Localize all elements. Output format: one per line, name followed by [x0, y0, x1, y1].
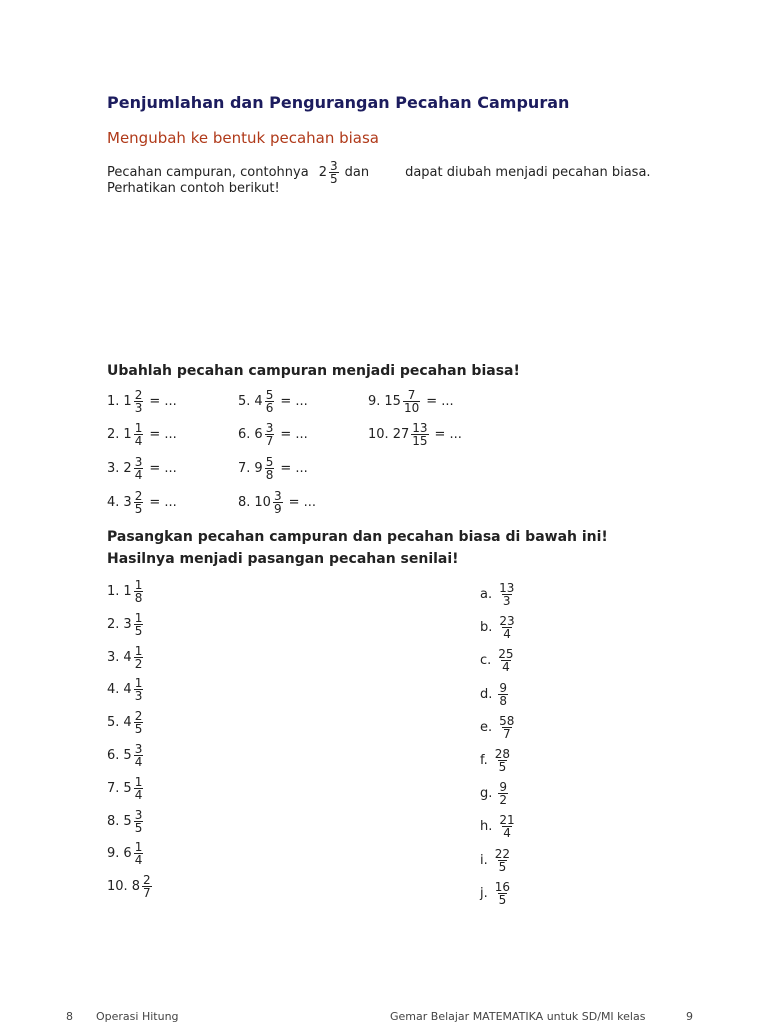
item-whole: 4 — [123, 682, 132, 698]
item-whole: 1 — [123, 394, 132, 409]
fraction-item — [480, 881, 513, 906]
item-letter: d. — [480, 686, 493, 702]
numerator: 1 — [134, 421, 143, 435]
numerator: 16 — [494, 879, 511, 894]
mixed-item — [107, 809, 145, 834]
item-whole: 5 — [123, 748, 132, 763]
fraction — [134, 579, 144, 604]
fraction — [134, 389, 144, 414]
item-whole: 5 — [123, 780, 132, 796]
fraction — [498, 682, 508, 707]
mixed-item — [107, 579, 145, 604]
item-number: 1. — [107, 394, 120, 409]
exercise-item — [107, 490, 177, 515]
numerator: 3 — [134, 807, 143, 822]
intro-text-before: Pecahan campuran, contohnya — [107, 165, 309, 180]
numerator: 3 — [265, 421, 274, 435]
numerator: 1 — [134, 643, 143, 658]
fraction — [134, 456, 144, 481]
mixed-item — [107, 710, 145, 735]
denominator: 5 — [134, 623, 143, 638]
footer-left-text: Operasi Hitung — [96, 1010, 179, 1023]
fraction — [411, 422, 428, 447]
numerator: 9 — [499, 680, 508, 695]
denominator: 4 — [134, 755, 143, 769]
item-equals: = ... — [280, 427, 308, 442]
numerator: 2 — [134, 709, 143, 724]
item-whole: 9 — [254, 461, 263, 476]
item-whole: 2 — [123, 461, 132, 476]
item-number: 8. — [107, 813, 120, 829]
numerator: 3 — [134, 455, 143, 469]
item-whole: 5 — [123, 813, 132, 829]
numerator: 1 — [134, 840, 143, 855]
numerator: 13 — [412, 421, 428, 435]
item-number: 9. — [107, 846, 120, 862]
exercise-item — [107, 389, 177, 414]
fraction — [134, 743, 144, 768]
denominator: 4 — [134, 434, 143, 448]
item-equals: = ... — [149, 427, 177, 442]
mixed-item — [107, 743, 145, 768]
example-denominator: 5 — [329, 172, 338, 186]
item-letter: j. — [480, 885, 488, 901]
item-whole: 3 — [123, 495, 132, 510]
section2-heading-1: Pasangkan pecahan campuran dan pecahan biasa di bawah ini! — [107, 529, 608, 545]
footer-right-page: 9 — [686, 1010, 693, 1023]
fraction — [134, 645, 144, 670]
fraction-item — [480, 715, 517, 740]
numerator: 2 — [142, 873, 151, 888]
numerator: 13 — [499, 581, 515, 595]
page-title: Penjumlahan dan Pengurangan Pecahan Campuran — [107, 93, 570, 112]
item-number: 7. — [107, 780, 120, 796]
fraction — [134, 776, 144, 801]
fraction — [498, 781, 508, 806]
numerator: 2 — [134, 388, 143, 402]
section1-heading: Ubahlah pecahan campuran menjadi pecahan biasa! — [107, 363, 520, 379]
fraction — [134, 422, 144, 447]
fraction — [494, 881, 511, 906]
item-letter: b. — [480, 620, 493, 636]
exercise-item — [368, 389, 454, 414]
item-equals: = ... — [280, 394, 308, 409]
item-equals: = ... — [434, 427, 462, 442]
exercise-item — [107, 422, 177, 447]
intro-dan: dan — [344, 165, 370, 180]
mixed-item — [107, 874, 154, 899]
item-number: 3. — [107, 649, 120, 665]
denominator: 7 — [265, 434, 274, 448]
fraction — [265, 456, 275, 481]
denominator: 7 — [142, 886, 151, 901]
item-number: 10. — [368, 427, 389, 442]
item-equals: = ... — [149, 394, 177, 409]
intro-line-2: Perhatikan contoh berikut! — [107, 181, 280, 196]
fraction — [134, 809, 144, 834]
numerator: 7 — [407, 388, 416, 402]
fraction — [498, 715, 515, 740]
item-equals: = ... — [288, 495, 317, 510]
item-number: 4. — [107, 495, 120, 510]
numerator: 23 — [499, 614, 515, 629]
fraction — [497, 648, 514, 673]
denominator: 3 — [134, 689, 143, 704]
fraction — [134, 612, 144, 637]
fraction — [494, 848, 511, 873]
intro-text-after: dapat diubah menjadi pecahan biasa. — [405, 165, 651, 180]
denominator: 3 — [502, 594, 511, 608]
mixed-item — [107, 677, 145, 702]
mixed-item — [107, 645, 145, 670]
denominator: 5 — [498, 859, 507, 874]
item-number: 9. — [368, 394, 381, 409]
numerator: 21 — [499, 813, 515, 828]
example-whole: 2 — [318, 165, 327, 180]
fraction — [134, 490, 144, 515]
fraction — [265, 389, 275, 414]
denominator: 9 — [273, 502, 282, 516]
numerator: 2 — [134, 489, 143, 503]
section-subtitle: Mengubah ke bentuk pecahan biasa — [107, 129, 379, 147]
fraction — [498, 814, 515, 839]
item-number: 5. — [107, 715, 120, 731]
denominator: 2 — [499, 793, 508, 808]
item-number: 2. — [107, 427, 120, 442]
exercise-item — [107, 456, 177, 481]
denominator: 5 — [134, 502, 143, 516]
numerator: 1 — [134, 774, 143, 789]
item-equals: = ... — [280, 461, 308, 476]
denominator: 5 — [134, 820, 143, 835]
fraction — [142, 874, 152, 899]
fraction — [498, 615, 515, 640]
item-letter: g. — [480, 786, 493, 802]
fraction — [494, 748, 511, 773]
denominator: 5 — [498, 892, 507, 907]
numerator: 3 — [273, 489, 282, 503]
numerator: 3 — [134, 742, 143, 756]
denominator: 3 — [134, 401, 143, 415]
exercise-item — [238, 490, 316, 515]
item-number: 3. — [107, 461, 120, 476]
item-whole: 6 — [254, 427, 263, 442]
denominator: 6 — [265, 401, 274, 415]
footer-left-page: 8 — [66, 1010, 73, 1023]
item-whole: 4 — [123, 649, 132, 665]
fraction — [134, 841, 144, 866]
numerator: 1 — [134, 676, 143, 691]
exercise-item — [368, 422, 462, 447]
denominator: 2 — [134, 656, 143, 671]
denominator: 8 — [265, 468, 274, 482]
numerator: 9 — [499, 780, 508, 795]
footer-right-text: Gemar Belajar MATEMATIKA untuk SD/MI kelas — [390, 1010, 646, 1023]
item-equals: = ... — [149, 461, 177, 476]
item-whole: 15 — [384, 394, 401, 409]
item-whole: 27 — [392, 427, 410, 442]
numerator: 5 — [265, 455, 274, 469]
item-whole: 3 — [123, 616, 132, 632]
item-letter: f. — [480, 753, 488, 768]
fraction — [265, 422, 275, 447]
item-number: 4. — [107, 682, 120, 698]
item-letter: c. — [480, 653, 492, 669]
item-whole: 4 — [254, 394, 263, 409]
numerator: 1 — [134, 610, 143, 625]
denominator: 15 — [412, 434, 428, 448]
item-number: 5. — [238, 394, 251, 409]
numerator: 28 — [494, 747, 511, 761]
fraction — [273, 490, 283, 515]
exercise-item — [238, 389, 308, 414]
item-number: 7. — [238, 461, 251, 476]
numerator: 1 — [134, 578, 143, 592]
denominator: 7 — [502, 726, 511, 741]
item-whole: 10 — [254, 495, 271, 510]
denominator: 8 — [134, 591, 143, 605]
denominator: 8 — [499, 693, 508, 708]
item-letter: a. — [480, 587, 493, 602]
fraction-item — [480, 814, 518, 839]
example-fraction — [329, 160, 339, 185]
item-letter: i. — [480, 852, 488, 868]
example-numerator: 3 — [329, 159, 338, 173]
item-letter: h. — [480, 819, 493, 835]
item-number: 1. — [107, 584, 120, 599]
denominator: 4 — [502, 660, 510, 675]
fraction — [403, 389, 420, 414]
mixed-item — [107, 612, 145, 637]
denominator: 4 — [503, 627, 511, 642]
denominator: 5 — [498, 760, 507, 774]
fraction-item — [480, 582, 517, 607]
item-whole: 1 — [123, 584, 132, 599]
section2-heading-2: Hasilnya menjadi pasangan pecahan senilai! — [107, 551, 459, 567]
item-whole: 6 — [123, 846, 132, 862]
denominator: 4 — [134, 853, 143, 868]
fraction — [134, 710, 144, 735]
numerator: 22 — [494, 846, 511, 861]
fraction-item — [480, 682, 510, 707]
item-number: 6. — [107, 748, 120, 763]
item-equals: = ... — [426, 394, 454, 409]
fraction-item — [480, 781, 510, 806]
fraction-item — [480, 648, 517, 673]
mixed-item — [107, 776, 145, 801]
item-number: 8. — [238, 495, 251, 510]
item-equals: = ... — [149, 495, 177, 510]
fraction — [134, 677, 144, 702]
item-letter: e. — [480, 719, 493, 735]
item-whole: 8 — [131, 879, 140, 895]
mixed-item — [107, 841, 145, 866]
item-whole: 1 — [123, 427, 132, 442]
denominator: 5 — [134, 722, 143, 737]
numerator: 5 — [265, 388, 274, 402]
exercise-item — [238, 456, 308, 481]
numerator: 58 — [499, 713, 515, 728]
fraction-item — [480, 615, 518, 640]
denominator: 4 — [134, 468, 143, 482]
fraction-item — [480, 748, 513, 773]
item-number: 6. — [238, 427, 251, 442]
exercise-item — [238, 422, 308, 447]
item-number: 2. — [107, 616, 120, 632]
item-number: 10. — [107, 879, 128, 895]
fraction — [498, 582, 515, 607]
denominator: 4 — [134, 787, 143, 802]
fraction-item — [480, 848, 513, 873]
denominator: 4 — [503, 826, 511, 841]
denominator: 10 — [403, 401, 420, 415]
item-whole: 4 — [123, 715, 132, 731]
numerator: 25 — [498, 647, 514, 662]
